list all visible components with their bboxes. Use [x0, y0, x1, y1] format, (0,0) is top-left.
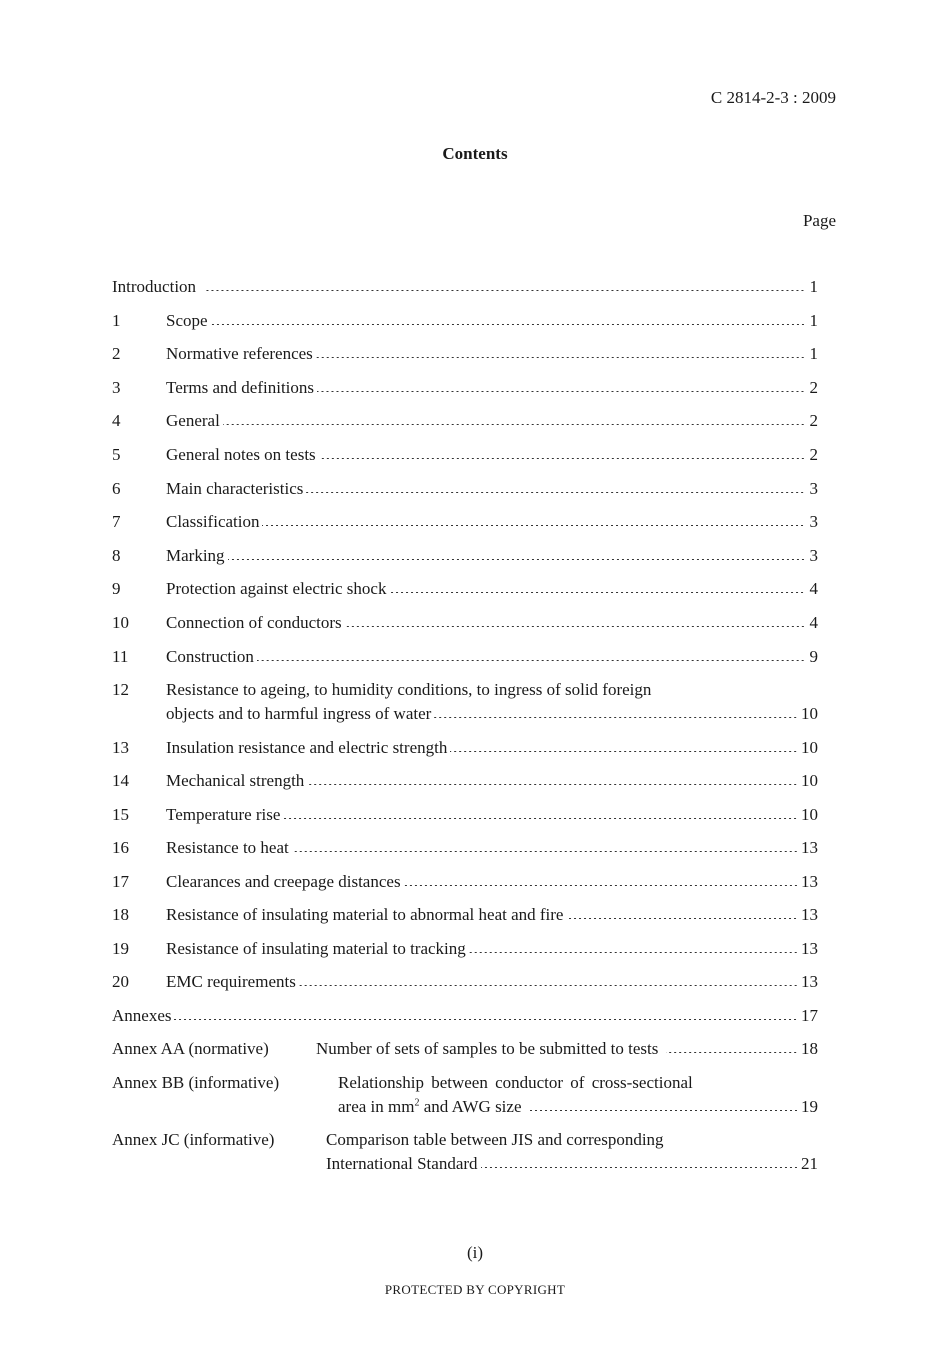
- annex-prefix: Annex AA (normative): [112, 1039, 269, 1058]
- toc-page-number: 10: [801, 805, 818, 824]
- toc-label: EMC requirements: [166, 972, 296, 991]
- toc-page-number: 21: [801, 1154, 818, 1173]
- toc-entry[interactable]: [112, 477, 818, 501]
- dot-leader: [481, 1167, 798, 1168]
- toc-page-number: 1: [809, 344, 818, 363]
- dot-leader: [223, 424, 805, 425]
- toc-label-continued: area in $mm^2$ and AWG size: [338, 1097, 522, 1116]
- toc-label: Introduction: [112, 277, 197, 296]
- toc-page-number: 2: [809, 378, 818, 397]
- toc-entry[interactable]: [112, 611, 818, 635]
- toc-entry[interactable]: [112, 342, 818, 366]
- toc-entry[interactable]: [112, 309, 818, 333]
- toc-page-number: 18: [801, 1039, 818, 1058]
- toc-page-number: 3: [809, 479, 818, 498]
- toc-entry[interactable]: [112, 769, 818, 793]
- toc-page-number: 13: [801, 872, 818, 891]
- document-code: C 2814-2-3 : 2009: [710, 88, 836, 107]
- toc-entry[interactable]: [112, 544, 818, 568]
- section-number: 19: [112, 939, 129, 958]
- toc-label: Resistance to heat: [166, 838, 289, 857]
- toc-label: Clearances and creepage distances: [166, 872, 401, 891]
- toc-entry[interactable]: [112, 577, 818, 601]
- toc-page-number: 13: [801, 972, 818, 991]
- section-number: 18: [112, 905, 129, 924]
- toc-page-number: 10: [801, 771, 818, 790]
- section-number: 13: [112, 738, 129, 757]
- toc-label: Temperature rise: [166, 805, 281, 824]
- toc-label: Terms and definitions: [166, 378, 315, 397]
- toc-label: Classification: [166, 512, 260, 531]
- toc-page-number: 17: [801, 1006, 818, 1025]
- toc-page-number: 9: [809, 647, 818, 666]
- toc-entry[interactable]: [112, 937, 818, 961]
- dot-leader: [211, 324, 805, 325]
- toc-entry[interactable]: [112, 376, 818, 400]
- toc-label: Connection of conductors: [166, 613, 342, 632]
- toc-label: Resistance to ageing, to humidity conditions, to ingress of solid foreign: [166, 680, 652, 699]
- dot-leader: [316, 357, 805, 358]
- toc-page-number: 13: [801, 939, 818, 958]
- section-number: 1: [112, 311, 121, 330]
- dot-leader: [174, 1019, 798, 1020]
- toc-entry-annexes[interactable]: [112, 1004, 818, 1028]
- toc-entry-annex-aa[interactable]: [112, 1037, 818, 1061]
- toc-label: Relationship between conductor of cross-sectional: [338, 1073, 693, 1092]
- section-number: 7: [112, 512, 121, 531]
- toc-label: Normative references: [166, 344, 313, 363]
- dot-leader: [262, 525, 805, 526]
- toc-page-number: 4: [809, 579, 818, 598]
- toc-entry-annex-jc[interactable]: [112, 1128, 818, 1176]
- section-number: 11: [112, 647, 129, 666]
- section-number: 14: [112, 771, 129, 790]
- toc-page-number: 2: [809, 411, 818, 430]
- dot-leader: [306, 492, 805, 493]
- annex-prefix: Annex BB (informative): [112, 1073, 280, 1092]
- section-number: 15: [112, 805, 129, 824]
- dot-leader: [206, 290, 805, 291]
- toc-label: Resistance of insulating material to abnormal heat and fire: [166, 905, 564, 924]
- toc-entry[interactable]: [112, 803, 818, 827]
- page-title: Contents: [442, 144, 508, 163]
- toc-page-number: 2: [809, 445, 818, 464]
- section-number: 5: [112, 445, 121, 464]
- toc-page-number: 1: [809, 277, 818, 296]
- toc-page-number: 3: [809, 546, 818, 565]
- dot-leader: [257, 660, 805, 661]
- toc-label: Mechanical strength: [166, 771, 305, 790]
- dot-leader: [434, 717, 798, 718]
- section-number: 6: [112, 479, 121, 498]
- toc-page-number: 3: [809, 512, 818, 531]
- toc-entry[interactable]: [112, 836, 818, 860]
- toc-label-continued: International Standard: [326, 1154, 478, 1173]
- toc-entry-annex-bb[interactable]: [112, 1071, 818, 1119]
- dot-leader: [319, 458, 805, 459]
- dot-leader: [283, 818, 798, 819]
- toc-entry[interactable]: [112, 903, 818, 927]
- dot-leader: [292, 851, 798, 852]
- dot-leader: [666, 1052, 798, 1053]
- section-number: 10: [112, 613, 129, 632]
- toc-entry[interactable]: [112, 645, 818, 669]
- toc-entry[interactable]: [112, 510, 818, 534]
- section-number: 12: [112, 680, 129, 699]
- dot-leader: [317, 391, 805, 392]
- dot-leader: [404, 885, 798, 886]
- section-number: 8: [112, 546, 121, 565]
- toc-label-continued: objects and to harmful ingress of water: [166, 704, 432, 723]
- dot-leader: [228, 559, 805, 560]
- dot-leader: [450, 751, 798, 752]
- toc-label: Insulation resistance and electric strength: [166, 738, 448, 757]
- section-number: 9: [112, 579, 121, 598]
- toc-label: Scope: [166, 311, 208, 330]
- toc-page-number: 19: [801, 1097, 818, 1116]
- dot-leader: [469, 952, 798, 953]
- toc-entry[interactable]: [112, 970, 818, 994]
- toc-page-number: 13: [801, 838, 818, 857]
- section-number: 17: [112, 872, 129, 891]
- toc-page-number: 10: [801, 704, 818, 723]
- toc-entry[interactable]: [112, 443, 818, 467]
- toc-label: General notes on tests: [166, 445, 316, 464]
- section-number: 20: [112, 972, 129, 991]
- toc-label: General: [166, 411, 220, 430]
- section-number: 4: [112, 411, 121, 430]
- toc-entry[interactable]: [112, 678, 818, 726]
- toc-page-number: 1: [809, 311, 818, 330]
- toc-entry-introduction[interactable]: [112, 275, 818, 299]
- annex-prefix: Annex JC (informative): [112, 1130, 275, 1149]
- dot-leader: [299, 985, 798, 986]
- section-number: 2: [112, 344, 121, 363]
- toc-entry[interactable]: [112, 736, 818, 760]
- dot-leader: [307, 784, 798, 785]
- toc-label: Comparison table between JIS and corresponding: [326, 1130, 664, 1149]
- section-number: 3: [112, 378, 121, 397]
- dot-leader: [530, 1110, 799, 1111]
- toc-label: Resistance of insulating material to tracking: [166, 939, 466, 958]
- toc-label: Marking: [166, 546, 225, 565]
- toc-entry[interactable]: [112, 409, 818, 433]
- page-folio: (i): [466, 1243, 484, 1262]
- copyright-notice: PROTECTED BY COPYRIGHT: [384, 1282, 566, 1297]
- section-number: 16: [112, 838, 129, 857]
- dot-leader: [345, 626, 805, 627]
- dot-leader: [389, 592, 805, 593]
- toc-page-number: 10: [801, 738, 818, 757]
- toc-page-number: 13: [801, 905, 818, 924]
- toc-label: Construction: [166, 647, 254, 666]
- toc-page-number: 4: [809, 613, 818, 632]
- toc-label: Annexes: [112, 1006, 172, 1025]
- page-column-label: Page: [802, 211, 836, 230]
- dot-leader: [566, 918, 798, 919]
- toc-label: Protection against electric shock: [166, 579, 387, 598]
- toc-label: Main characteristics: [166, 479, 304, 498]
- toc-entry[interactable]: [112, 870, 818, 894]
- toc-label: Number of sets of samples to be submitted to tests: [316, 1039, 659, 1058]
